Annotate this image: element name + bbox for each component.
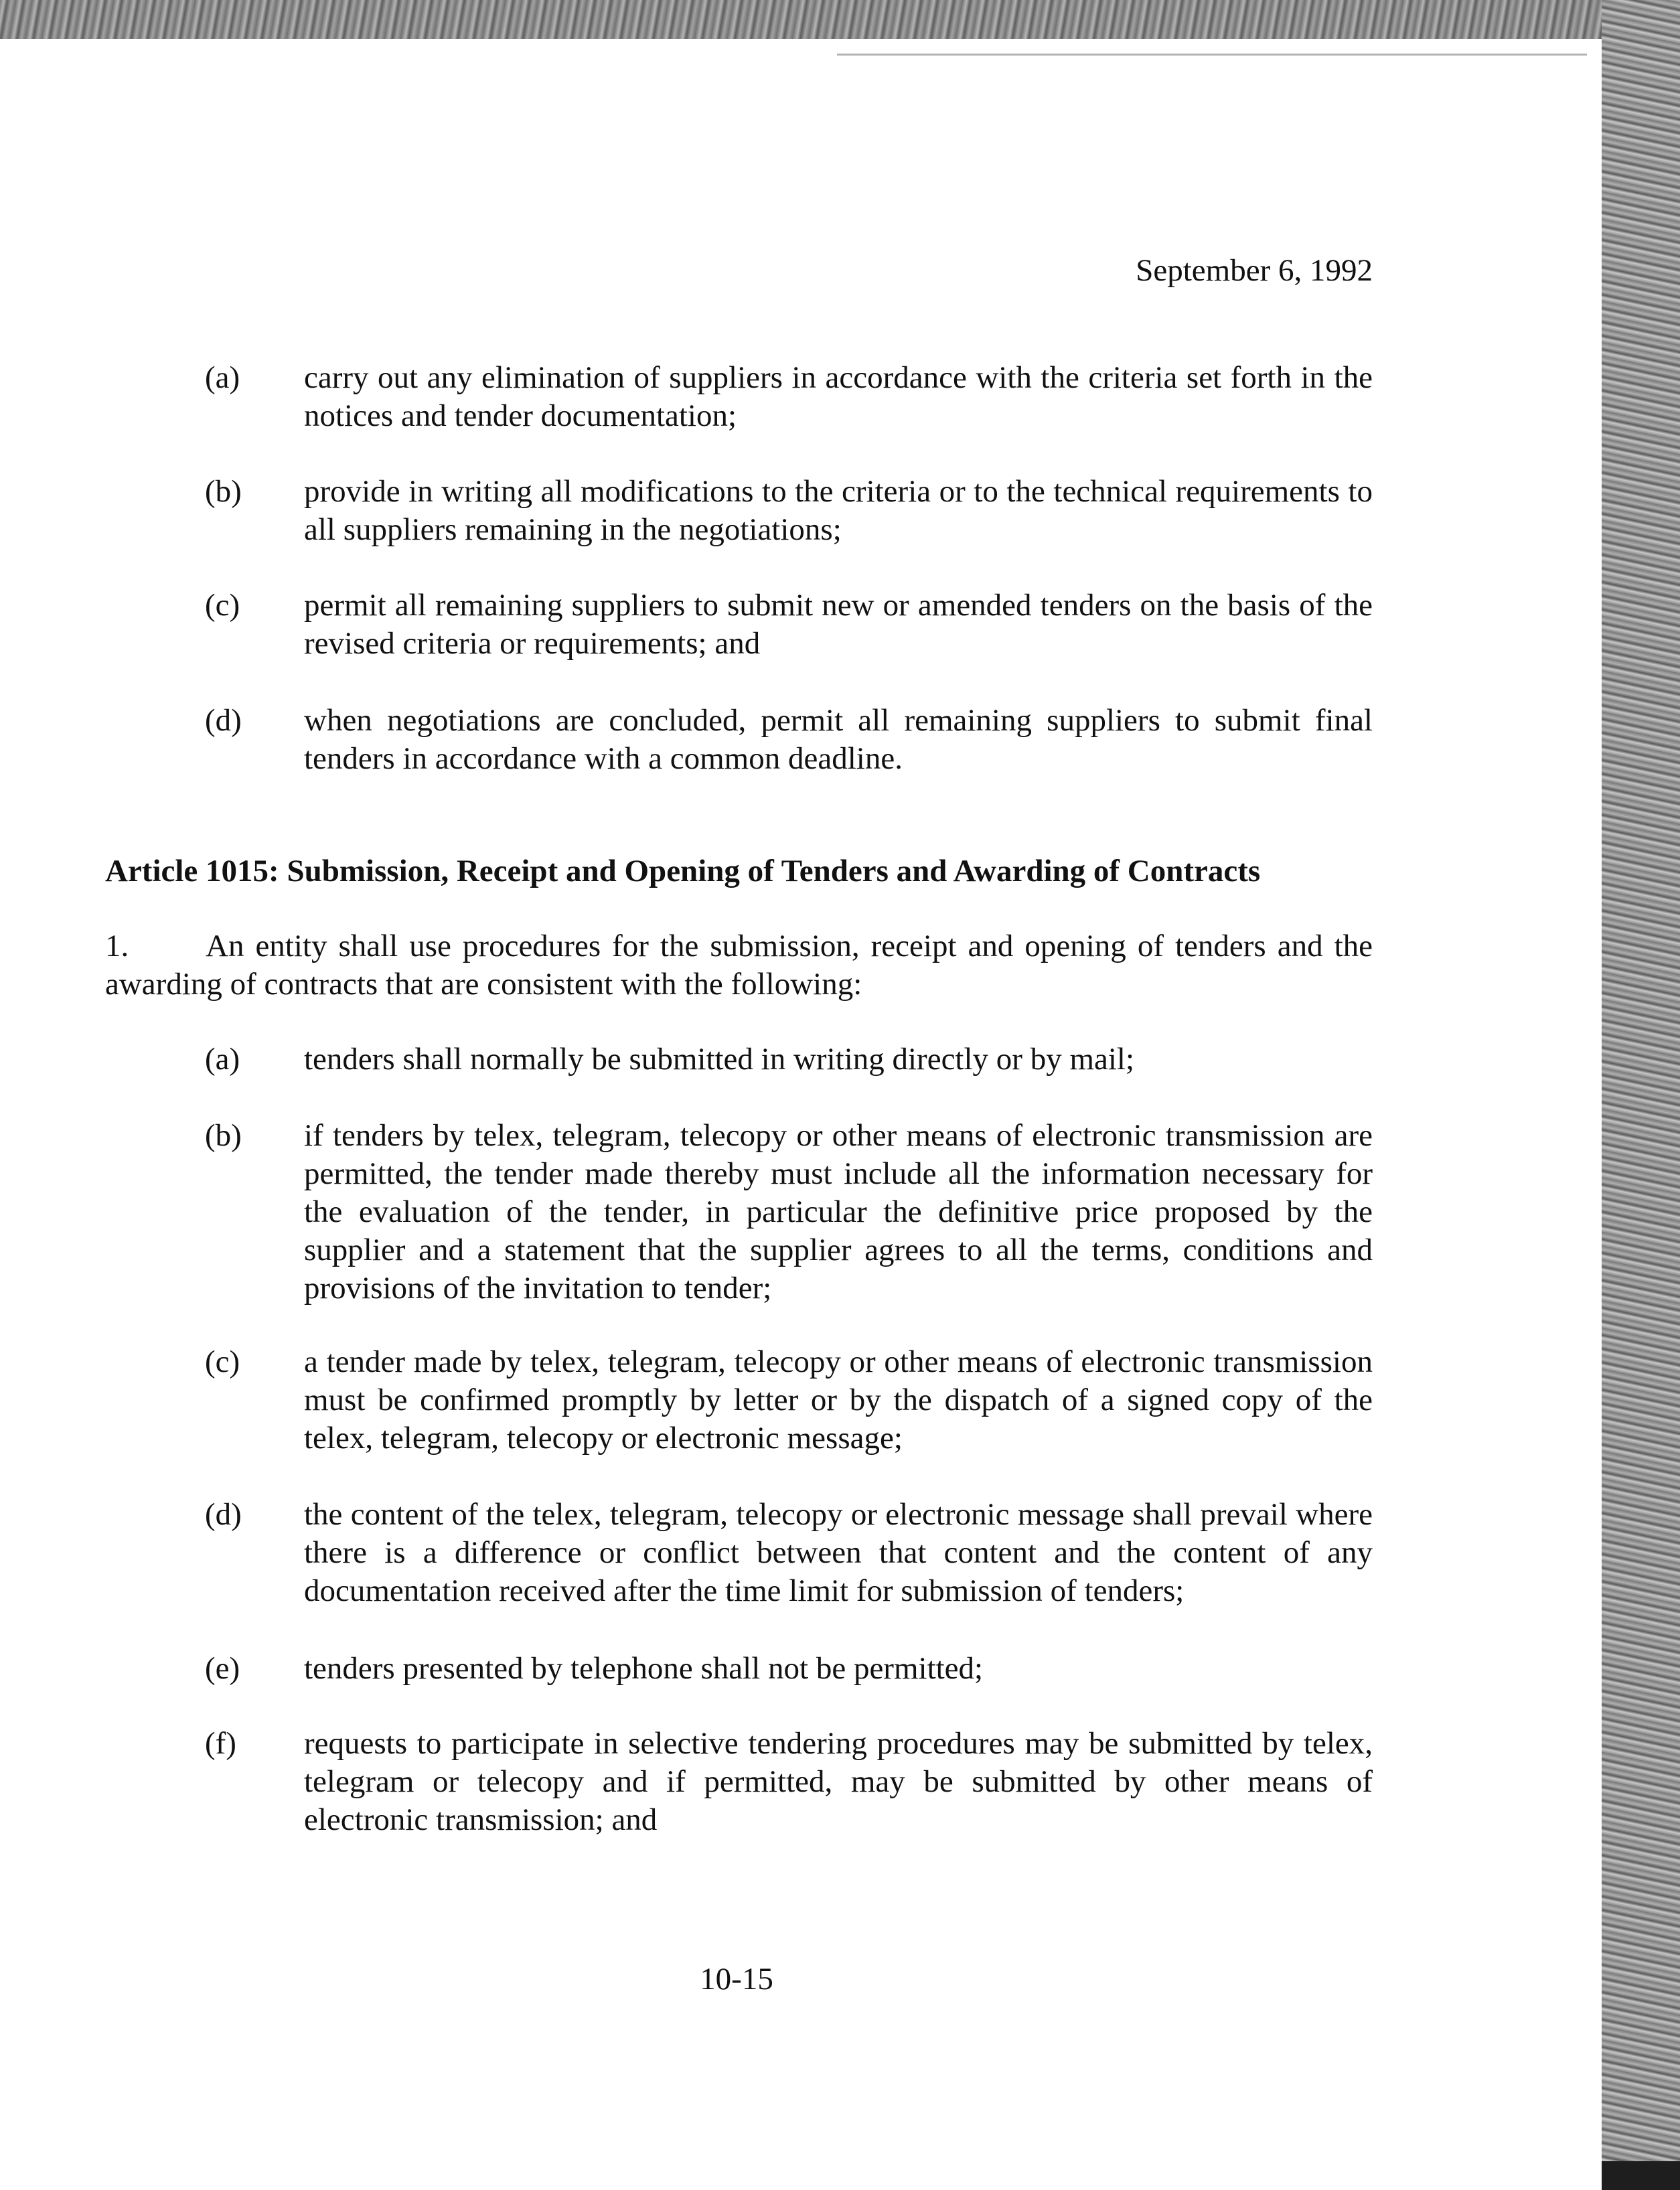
item-text: provide in writing all modifications to the criteria or to the technical requirements to all suppliers remaining in the negotiations; <box>304 474 1373 547</box>
page-number: 10-15 <box>700 1962 773 1997</box>
scan-corner <box>1602 2161 1680 2190</box>
item-text: if tenders by telex, telegram, telecopy or other means of electronic transmission are permitted, the tender made thereby must include all the information necessary for the evaluation of the tender, in particular the definitive price proposed by the supplier and a statement that the supplier agrees to all the terms, conditions and provisions of the invitation to tender; <box>304 1118 1373 1306</box>
article-paragraph <box>105 927 1373 1004</box>
item-label: (a) <box>205 360 240 395</box>
document-date: September 6, 1992 <box>1136 253 1373 288</box>
paragraph-text: An entity shall use procedures for the submission, receipt and opening of tenders and the awarding of contracts that are consistent with the following: <box>105 929 1373 1002</box>
item-label: (d) <box>205 1497 242 1532</box>
item-text: requests to participate in selective tendering procedures may be submitted by telex, telegram or telecopy and if permitted, may be submitted by other means of electronic transmission; and <box>304 1726 1373 1837</box>
item-label: (c) <box>205 588 240 623</box>
item-text: when negotiations are concluded, permit all remaining suppliers to submit final tenders in accordance with a common deadline. <box>304 703 1373 776</box>
item-label: (b) <box>205 1118 242 1153</box>
scan-border-top <box>0 0 1680 39</box>
item-text: a tender made by telex, telegram, telecopy or other means of electronic transmission must be confirmed promptly by letter or by the dispatch of a signed copy of the telex, telegram, telecopy or electronic message; <box>304 1344 1373 1456</box>
article-heading: Article 1015: Submission, Receipt and Opening of Tenders and Awarding of Contracts <box>105 854 1261 888</box>
item-text: carry out any elimination of suppliers in accordance with the criteria set forth in the notices and tender documentation; <box>304 360 1373 433</box>
item-label: (f) <box>205 1726 236 1761</box>
scan-border-right <box>1602 0 1680 2190</box>
page-fold-line <box>837 54 1587 56</box>
item-text: permit all remaining suppliers to submit new or amended tenders on the basis of the revised criteria or requirements; and <box>304 588 1373 661</box>
item-text: tenders presented by telephone shall not be permitted; <box>304 1651 984 1686</box>
item-text: the content of the telex, telegram, telecopy or electronic message shall prevail where there is a difference or conflict between that content and the content of any documentation received after the time limit for submission of tenders; <box>304 1497 1373 1608</box>
item-label: (d) <box>205 703 242 738</box>
item-label: (c) <box>205 1344 240 1379</box>
item-label: (a) <box>205 1042 240 1077</box>
item-text: tenders shall normally be submitted in writing directly or by mail; <box>304 1042 1135 1077</box>
item-label: (e) <box>205 1651 240 1686</box>
document-page <box>0 39 1602 2190</box>
paragraph-number: 1. <box>105 929 129 963</box>
item-label: (b) <box>205 474 242 509</box>
